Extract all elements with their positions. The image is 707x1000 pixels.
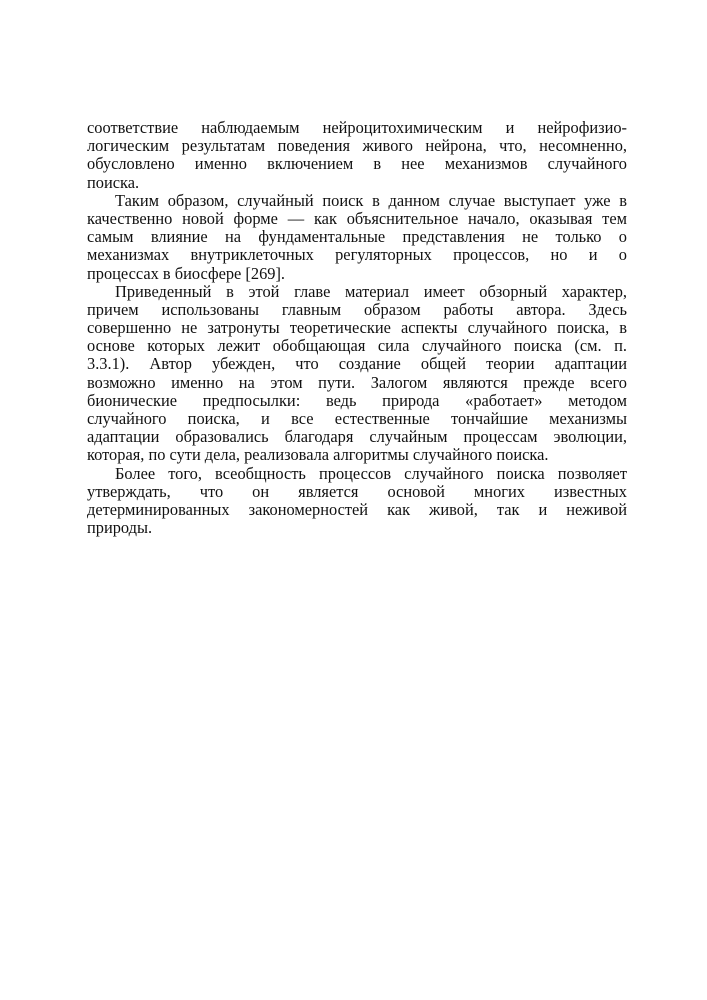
text-line: которая, по сути дела, реализовала алгоритмы случайного поиска. [87,445,549,465]
text-line: природы. [87,518,153,538]
text-line: Приведенный в этой главе материал имеет обзорный характер, [115,281,627,301]
text-line: процессах в биосфере [269]. [87,263,286,283]
text-line: детерминированных закономерностей как живой, так и неживой [87,499,627,519]
text-line: возможно именно на этом пути. Залогом являются прежде всего [87,372,627,392]
text-line: самым влияние на фундаментальные представления не только о [87,227,627,247]
text-line: Более того, всеобщность процессов случайного поиска позволяет [115,463,627,483]
text-line: основе которых лежит обобщающая сила случайного поиска (см. п. [87,336,627,356]
text-line: соответствие наблюдаемым нейроцитохимическим и нейрофизио- [87,118,627,137]
text-line: 3.3.1). Автор убежден, что создание общей теории адаптации [87,354,627,374]
text-line: совершенно не затронуты теоретические аспекты случайного поиска, в [87,318,627,338]
paragraph-2 [87,192,627,283]
document-page [87,119,627,537]
text-line: случайного поиска, и все естественные тончайшие механизмы [87,409,627,428]
text-line: бионические предпосылки: ведь природа «работает» методом [87,390,627,410]
paragraph-4 [87,465,627,538]
text-line: адаптации образовались благодаря случайным процессам эволюции, [87,427,627,447]
text-line: механизмах внутриклеточных регуляторных процессов, но и о [87,245,627,265]
text-line: поиска. [87,172,140,192]
text-line: обусловлено именно включением в нее механизмов случайного [87,154,627,174]
text-line: Таким образом, случайный поиск в данном случае выступает уже в [115,190,627,210]
text-line: утверждать, что он является основой многих известных [87,481,627,501]
text-line: логическим результатам поведения живого нейрона, что, несомненно, [87,136,627,156]
text-line: причем использованы главным образом работы автора. Здесь [87,299,627,319]
paragraph-3 [87,283,627,465]
paragraph-1 [87,119,627,192]
text-line: качественно новой форме — как объяснительное начало, оказывая тем [87,208,627,228]
